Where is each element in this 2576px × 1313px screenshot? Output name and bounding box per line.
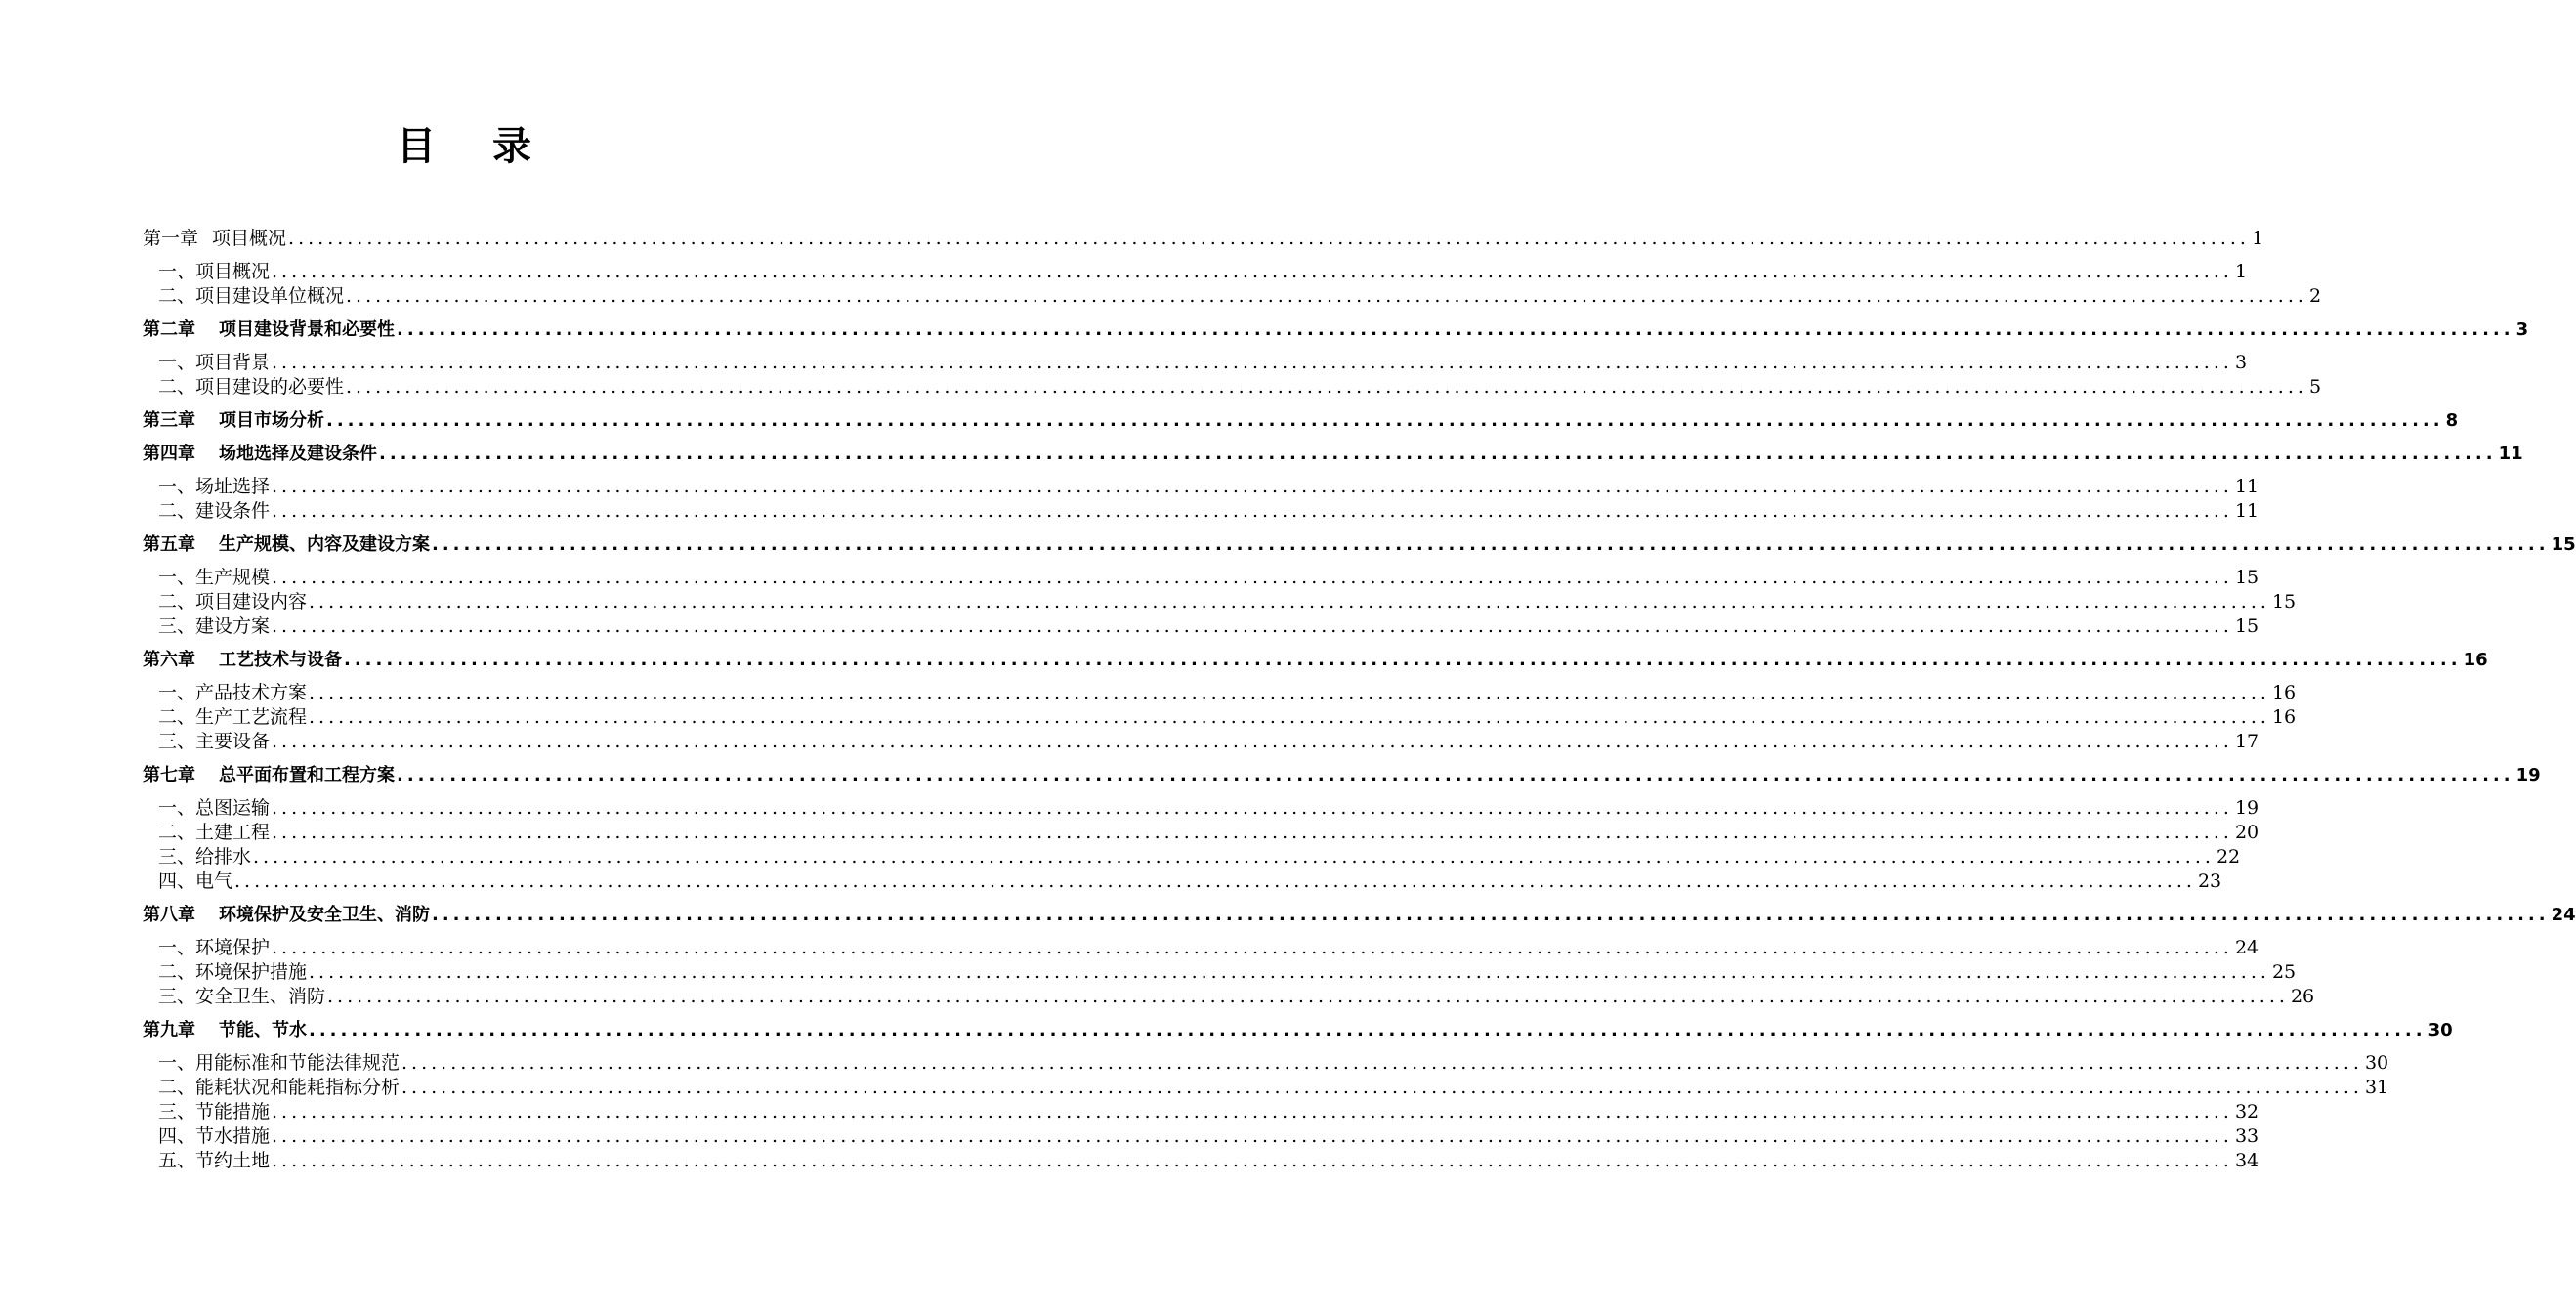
toc-entry-title: 一、产品技术方案 bbox=[158, 682, 308, 703]
toc-entry-title bbox=[143, 903, 430, 927]
dot-leader: ........................................................................................................................................................................................................ bbox=[346, 376, 2307, 398]
toc-chapter-entry[interactable] bbox=[143, 408, 2459, 433]
toc-section-entry[interactable] bbox=[143, 1100, 2259, 1124]
toc-page-number: 3 bbox=[2515, 319, 2529, 340]
toc-page-number: 8 bbox=[2445, 410, 2459, 431]
toc-section-entry[interactable] bbox=[143, 1051, 2389, 1076]
toc-page-number: 34 bbox=[2234, 1150, 2259, 1171]
chapter-number: 第二章 bbox=[143, 319, 195, 340]
chapter-title: 环境保护及安全卫生、消防 bbox=[219, 905, 430, 925]
dot-leader: ........................................................................................................................................................................................................ bbox=[309, 706, 2270, 728]
toc-page-number: 1 bbox=[2251, 228, 2264, 249]
toc-page-number: 15 bbox=[2234, 615, 2259, 637]
dot-leader: ........................................................................................................................................................................................................ bbox=[272, 731, 2233, 752]
toc-page-number: 15 bbox=[2271, 591, 2297, 613]
dot-leader: ........................................................................................................................................................................................................ bbox=[272, 500, 2233, 522]
table-of-contents bbox=[143, 227, 2576, 1173]
toc-entry-title: 二、建设条件 bbox=[158, 500, 271, 522]
dot-leader: ........................................................................................................................................................................................................ bbox=[309, 682, 2270, 703]
toc-entry-title: 一、生产规模 bbox=[158, 567, 271, 588]
toc-page-number: 11 bbox=[2498, 444, 2523, 464]
dot-leader: ........................................................................................................................................................................................................ bbox=[309, 591, 2270, 613]
toc-page-number: 15 bbox=[2234, 567, 2259, 588]
toc-page-number: 5 bbox=[2308, 376, 2322, 398]
toc-page-number: 20 bbox=[2234, 822, 2259, 843]
toc-section-entry[interactable] bbox=[143, 590, 2297, 614]
dot-leader: ........................................................................................................................................................................................................ bbox=[272, 937, 2233, 958]
toc-page-number: 26 bbox=[2290, 986, 2315, 1007]
toc-entry-title: 三、建设方案 bbox=[158, 615, 271, 637]
toc-entry-title: 二、能耗状况和能耗指标分析 bbox=[158, 1077, 401, 1098]
toc-entry-title: 二、项目建设单位概况 bbox=[158, 285, 345, 307]
dot-leader: ........................................................................................................................................................................................................ bbox=[234, 870, 2196, 892]
toc-page-number: 24 bbox=[2234, 937, 2259, 958]
toc-page-number: 16 bbox=[2463, 650, 2488, 670]
dot-leader: ........................................................................................................................................................................................................ bbox=[344, 650, 2462, 670]
toc-section-entry[interactable] bbox=[143, 284, 2322, 309]
toc-entry-title: 三、给排水 bbox=[158, 846, 252, 868]
chapter-title: 项目市场分析 bbox=[219, 410, 324, 431]
toc-section-entry[interactable] bbox=[143, 1076, 2389, 1100]
toc-entry-title: 二、项目建设内容 bbox=[158, 591, 308, 613]
toc-entry-title: 三、主要设备 bbox=[158, 731, 271, 752]
toc-entry-title bbox=[143, 442, 377, 466]
toc-entry-title: 三、节能措施 bbox=[158, 1101, 271, 1122]
toc-page-number: 30 bbox=[2428, 1020, 2453, 1040]
toc-chapter-entry[interactable] bbox=[143, 442, 2523, 466]
toc-entry-title bbox=[143, 763, 395, 787]
dot-leader: ........................................................................................................................................................................................................ bbox=[272, 822, 2233, 843]
toc-page-number: 2 bbox=[2308, 285, 2322, 307]
dot-leader: ........................................................................................................................................................................................................ bbox=[327, 986, 2289, 1007]
chapter-number: 第六章 bbox=[143, 650, 195, 670]
dot-leader: ........................................................................................................................................................................................................ bbox=[272, 567, 2233, 588]
dot-leader: ........................................................................................................................................................................................................ bbox=[401, 1077, 2363, 1098]
toc-section-entry[interactable] bbox=[143, 796, 2259, 821]
toc-page-number: 19 bbox=[2234, 797, 2259, 819]
chapter-number: 第五章 bbox=[143, 534, 195, 555]
toc-section-entry[interactable] bbox=[143, 845, 2241, 869]
chapter-title: 场地选择及建设条件 bbox=[219, 444, 377, 464]
toc-entry-title: 一、场址选择 bbox=[158, 476, 271, 497]
dot-leader: ........................................................................................................................................................................................................ bbox=[288, 228, 2250, 249]
toc-section-entry[interactable] bbox=[143, 260, 2248, 284]
toc-entry-title bbox=[143, 227, 286, 251]
toc-entry-title: 二、生产工艺流程 bbox=[158, 706, 308, 728]
dot-leader: ........................................................................................................................................................................................................ bbox=[432, 534, 2550, 555]
dot-leader: ........................................................................................................................................................................................................ bbox=[272, 476, 2233, 497]
toc-entry-title: 一、用能标准和节能法律规范 bbox=[158, 1052, 401, 1074]
toc-entry-title bbox=[143, 532, 430, 557]
toc-chapter-entry[interactable] bbox=[143, 763, 2541, 787]
chapter-number: 第三章 bbox=[143, 410, 195, 431]
dot-leader: ........................................................................................................................................................................................................ bbox=[346, 285, 2307, 307]
chapter-number: 第四章 bbox=[143, 444, 195, 464]
chapter-title: 项目概况 bbox=[212, 228, 287, 249]
chapter-title: 节能、节水 bbox=[219, 1020, 307, 1040]
dot-leader: ........................................................................................................................................................................................................ bbox=[272, 1101, 2233, 1122]
chapter-number: 第七章 bbox=[143, 765, 195, 785]
toc-chapter-entry[interactable] bbox=[143, 648, 2488, 672]
toc-chapter-entry[interactable] bbox=[143, 532, 2576, 557]
toc-entry-title: 四、电气 bbox=[158, 870, 233, 892]
toc-chapter-entry[interactable] bbox=[143, 227, 2264, 251]
dot-leader: ........................................................................................................................................................................................................ bbox=[272, 261, 2233, 282]
chapter-title: 项目建设背景和必要性 bbox=[219, 319, 395, 340]
chapter-number: 第八章 bbox=[143, 905, 195, 925]
chapter-title: 总平面布置和工程方案 bbox=[219, 765, 395, 785]
toc-entry-title: 一、环境保护 bbox=[158, 937, 271, 958]
chapter-title: 生产规模、内容及建设方案 bbox=[219, 534, 430, 555]
toc-page-number: 22 bbox=[2216, 846, 2241, 868]
toc-entry-title bbox=[143, 318, 395, 342]
toc-page-number: 33 bbox=[2234, 1125, 2259, 1147]
toc-page-number: 16 bbox=[2271, 706, 2297, 728]
page-title: 目 录 bbox=[397, 124, 553, 169]
toc-chapter-entry[interactable] bbox=[143, 1018, 2453, 1042]
toc-section-entry[interactable] bbox=[143, 821, 2259, 845]
toc-page-number: 31 bbox=[2364, 1077, 2389, 1098]
toc-page-number: 32 bbox=[2234, 1101, 2259, 1122]
toc-section-entry[interactable] bbox=[143, 985, 2315, 1009]
toc-page-number: 11 bbox=[2234, 500, 2259, 522]
toc-section-entry[interactable] bbox=[143, 566, 2259, 590]
toc-entry-title: 二、项目建设的必要性 bbox=[158, 376, 345, 398]
toc-section-entry[interactable] bbox=[143, 614, 2259, 639]
toc-page-number: 24 bbox=[2551, 905, 2576, 925]
dot-leader: ........................................................................................................................................................................................................ bbox=[272, 615, 2233, 637]
toc-entry-title: 一、项目背景 bbox=[158, 352, 271, 373]
toc-page-number: 23 bbox=[2197, 870, 2222, 892]
dot-leader: ........................................................................................................................................................................................................ bbox=[401, 1052, 2363, 1074]
chapter-number: 第九章 bbox=[143, 1020, 195, 1040]
toc-section-entry[interactable] bbox=[143, 499, 2259, 524]
toc-section-entry[interactable] bbox=[143, 375, 2322, 400]
toc-section-entry[interactable] bbox=[143, 730, 2259, 754]
dot-leader: ........................................................................................................................................................................................................ bbox=[379, 444, 2497, 464]
toc-section-entry[interactable] bbox=[143, 936, 2259, 960]
dot-leader: ........................................................................................................................................................................................................ bbox=[272, 797, 2233, 819]
dot-leader: ........................................................................................................................................................................................................ bbox=[272, 352, 2233, 373]
toc-entry-title bbox=[143, 648, 342, 672]
toc-page-number: 19 bbox=[2515, 765, 2541, 785]
toc-page-number: 3 bbox=[2234, 352, 2248, 373]
toc-entry-title: 三、安全卫生、消防 bbox=[158, 986, 326, 1007]
toc-section-entry[interactable] bbox=[143, 705, 2297, 730]
chapter-number: 第一章 bbox=[143, 228, 199, 249]
toc-section-entry[interactable] bbox=[143, 351, 2248, 375]
toc-entry-title bbox=[143, 1018, 307, 1042]
dot-leader: ........................................................................................................................................................................................................ bbox=[326, 410, 2444, 431]
toc-page-number: 1 bbox=[2234, 261, 2248, 282]
toc-entry-title bbox=[143, 408, 324, 433]
toc-section-entry[interactable] bbox=[143, 1149, 2259, 1173]
toc-section-entry[interactable] bbox=[143, 869, 2222, 894]
dot-leader: ........................................................................................................................................................................................................ bbox=[272, 1125, 2233, 1147]
toc-section-entry[interactable] bbox=[143, 1124, 2259, 1149]
toc-chapter-entry[interactable] bbox=[143, 318, 2529, 342]
toc-section-entry[interactable] bbox=[143, 475, 2259, 499]
toc-page-number: 15 bbox=[2551, 534, 2576, 555]
dot-leader: ........................................................................................................................................................................................................ bbox=[309, 961, 2270, 983]
dot-leader: ........................................................................................................................................................................................................ bbox=[253, 846, 2215, 868]
dot-leader: ........................................................................................................................................................................................................ bbox=[309, 1020, 2427, 1040]
toc-section-entry[interactable] bbox=[143, 960, 2297, 985]
toc-entry-title: 二、土建工程 bbox=[158, 822, 271, 843]
toc-entry-title: 五、节约土地 bbox=[158, 1150, 271, 1171]
dot-leader: ........................................................................................................................................................................................................ bbox=[397, 319, 2514, 340]
chapter-title: 工艺技术与设备 bbox=[219, 650, 342, 670]
toc-entry-title: 一、总图运输 bbox=[158, 797, 271, 819]
dot-leader: ........................................................................................................................................................................................................ bbox=[397, 765, 2514, 785]
toc-entry-title: 四、节水措施 bbox=[158, 1125, 271, 1147]
toc-page-number: 17 bbox=[2234, 731, 2259, 752]
toc-page-number: 16 bbox=[2271, 682, 2297, 703]
toc-entry-title: 二、环境保护措施 bbox=[158, 961, 308, 983]
toc-page-number: 11 bbox=[2234, 476, 2259, 497]
toc-page-number: 25 bbox=[2271, 961, 2297, 983]
dot-leader: ........................................................................................................................................................................................................ bbox=[272, 1150, 2233, 1171]
toc-section-entry[interactable] bbox=[143, 681, 2297, 705]
toc-entry-title: 一、项目概况 bbox=[158, 261, 271, 282]
toc-page-number: 30 bbox=[2364, 1052, 2389, 1074]
dot-leader: ........................................................................................................................................................................................................ bbox=[432, 905, 2550, 925]
toc-chapter-entry[interactable] bbox=[143, 903, 2576, 927]
